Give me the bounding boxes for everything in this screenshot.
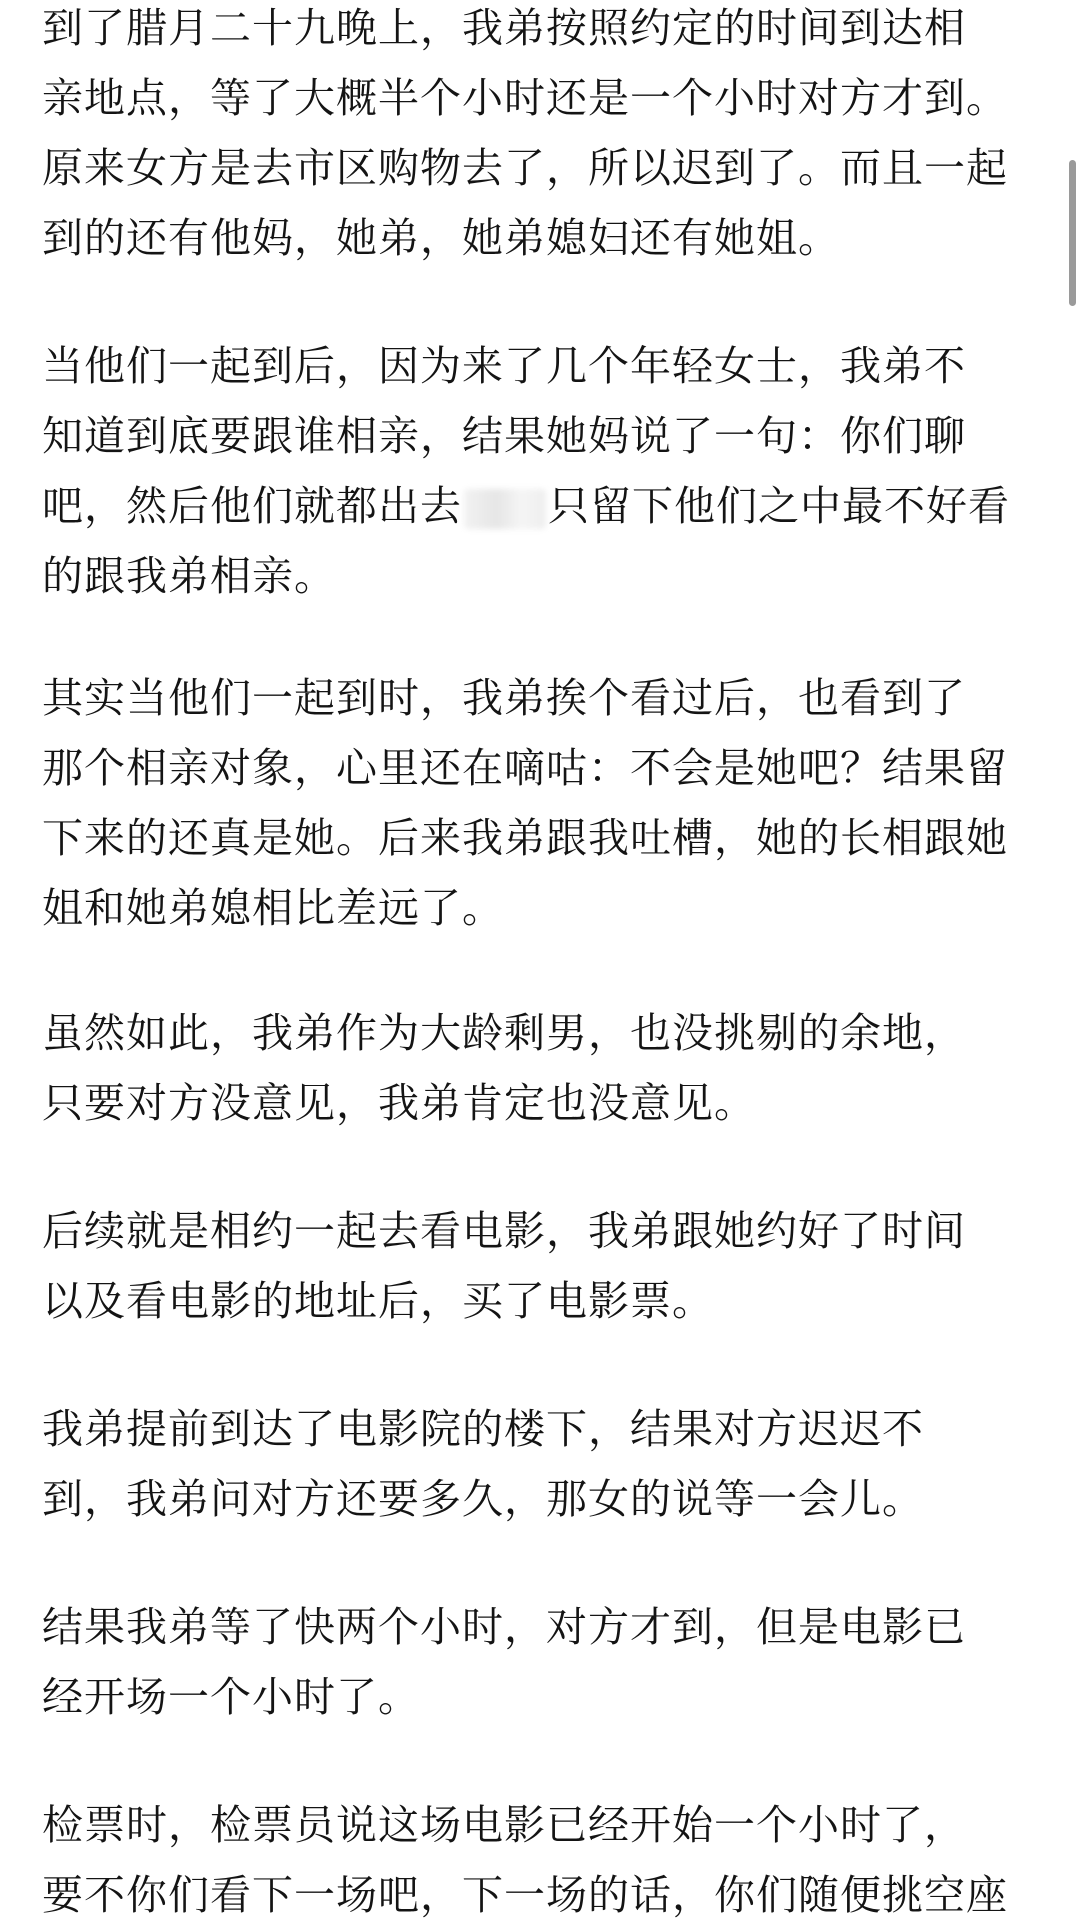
text-line-with-redaction	[42, 471, 1038, 541]
paragraph	[42, 1394, 1038, 1534]
text-line: 后续就是相约一起去看电影，我弟跟她约好了时间	[42, 1207, 966, 1255]
text-line: 当他们一起到后，因为来了几个年轻女士，我弟不	[42, 342, 966, 390]
text-line: 我弟提前到达了电影院的楼下，结果对方迟迟不	[42, 1405, 924, 1453]
paragraph	[42, 331, 1038, 611]
text-line: 亲地点，等了大概半个小时还是一个小时对方才到。	[42, 74, 1008, 122]
text-line: 那个相亲对象，心里还在嘀咕：不会是她吧？结果留	[42, 744, 1008, 792]
paragraph	[42, 663, 1038, 943]
paragraph	[42, 1790, 1038, 1930]
blurred-redaction	[464, 489, 546, 529]
text-line: 以及看电影的地址后，买了电影票。	[42, 1277, 714, 1325]
text-segment: 只留下他们之中最不好看	[548, 482, 1010, 530]
paragraph	[42, 1592, 1038, 1732]
paragraph	[42, 998, 1038, 1138]
text-line: 到，我弟问对方还要多久，那女的说等一会儿。	[42, 1475, 924, 1523]
text-line: 只要对方没意见，我弟肯定也没意见。	[42, 1079, 756, 1127]
text-line: 到的还有他妈，她弟，她弟媳妇还有她姐。	[42, 214, 840, 262]
text-line: 知道到底要跟谁相亲，结果她妈说了一句：你们聊	[42, 412, 966, 460]
text-line: 到了腊月二十九晚上，我弟按照约定的时间到达相	[42, 4, 966, 52]
text-line: 结果我弟等了快两个小时，对方才到，但是电影已	[42, 1603, 966, 1651]
text-line: 下来的还真是她。后来我弟跟我吐槽，她的长相跟她	[42, 814, 1008, 862]
text-line: 的跟我弟相亲。	[42, 552, 336, 600]
text-line: 要不你们看下一场吧，下一场的话，你们随便挑空座	[42, 1871, 1008, 1919]
paragraph	[42, 1196, 1038, 1336]
text-line: 经开场一个小时了。	[42, 1673, 420, 1721]
text-line: 其实当他们一起到时，我弟挨个看过后，也看到了	[42, 674, 966, 722]
text-line: 姐和她弟媳相比差远了。	[42, 884, 504, 932]
text-line: 原来女方是去市区购物去了，所以迟到了。而且一起	[42, 144, 1008, 192]
text-line: 虽然如此，我弟作为大龄剩男，也没挑剔的余地，	[42, 1009, 966, 1057]
text-segment: 吧，然后他们就都出去	[42, 482, 462, 530]
text-line: 检票时，检票员说这场电影已经开始一个小时了，	[42, 1801, 966, 1849]
scrollbar-thumb[interactable]	[1069, 160, 1076, 306]
paragraph	[42, 0, 1038, 273]
